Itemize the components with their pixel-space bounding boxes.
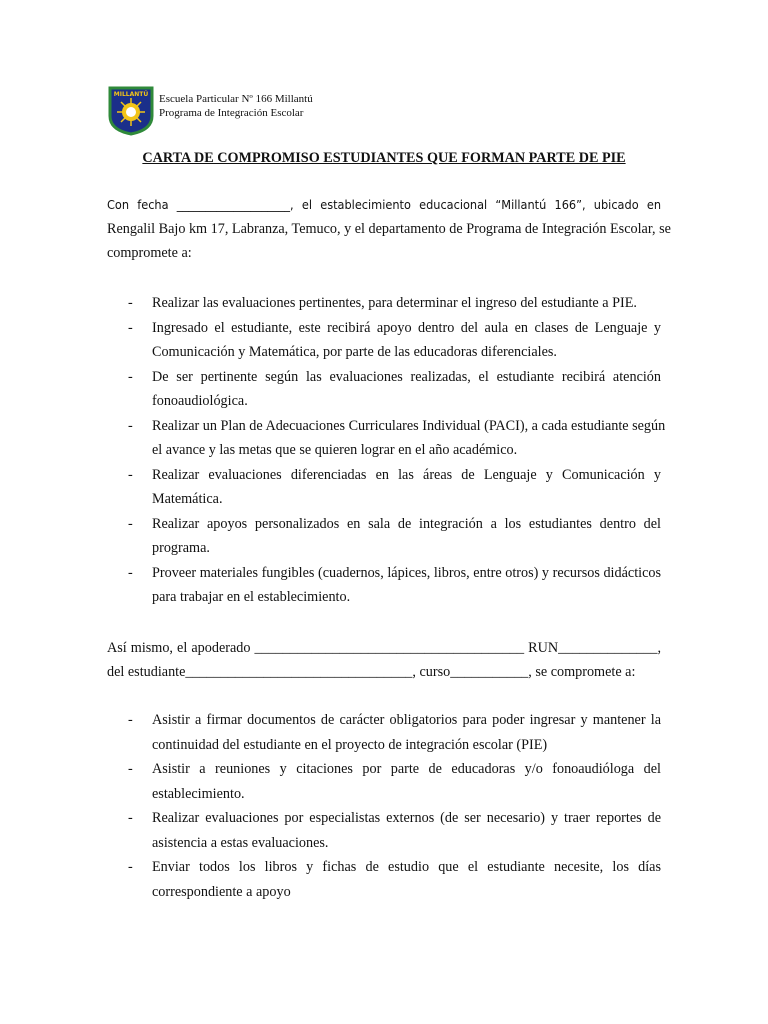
list-item-line: Enviar todos los libros y fichas de estudio que el estudiante necesite, los días bbox=[152, 859, 661, 875]
intro-line-2: Rengalil Bajo km 17, Labranza, Temuco, y el departamento de Programa de Integración Escolar, se bbox=[107, 221, 671, 237]
guardian-line-2: del estudiante________________________________, curso___________, se compromete a: bbox=[107, 664, 636, 680]
list-item-line: programa. bbox=[152, 540, 210, 556]
bullet-marker: - bbox=[128, 368, 133, 385]
list-item-line: Realizar evaluaciones diferenciadas en las áreas de Lenguaje y Comunicación y bbox=[152, 466, 661, 483]
document-title: CARTA DE COMPROMISO ESTUDIANTES QUE FORMAN PARTE DE PIE bbox=[142, 150, 626, 166]
school-logo bbox=[108, 86, 154, 136]
bullet-marker: - bbox=[128, 515, 133, 532]
bullet-marker: - bbox=[128, 319, 133, 336]
list-item-line: Asistir a firmar documentos de carácter obligatorios para poder ingresar y mantener la bbox=[152, 712, 661, 728]
list-item-line: el avance y las metas que se quieren lograr en el año académico. bbox=[152, 442, 518, 458]
bullet-marker: - bbox=[128, 761, 133, 777]
bullet-marker: - bbox=[128, 466, 133, 483]
bullet-marker: - bbox=[128, 295, 133, 311]
list-item-line: fonoaudiológica. bbox=[152, 393, 248, 409]
intro-line-3: compromete a: bbox=[107, 245, 192, 261]
list-item-line: Asistir a reuniones y citaciones por parte de educadoras y/o fonoaudióloga del bbox=[152, 761, 661, 777]
list-item-line: Realizar un Plan de Adecuaciones Curriculares Individual (PACI), a cada estudiante según bbox=[152, 417, 666, 434]
list-item-line: continuidad del estudiante en el proyecto de integración escolar (PIE) bbox=[152, 736, 548, 753]
list-item-line: asistencia a estas evaluaciones. bbox=[152, 834, 329, 851]
school-name: Escuela Particular Nº 166 Millantú bbox=[159, 93, 313, 105]
bullet-marker: - bbox=[128, 564, 133, 581]
guardian-line-1: Así mismo, el apoderado ______________________________________ RUN______________, bbox=[107, 640, 661, 656]
list-item-line: establecimiento. bbox=[152, 785, 245, 802]
bullet-marker: - bbox=[128, 712, 133, 728]
logo-text: MILLANTÚ bbox=[113, 91, 149, 98]
list-item-line: Realizar las evaluaciones pertinentes, para determinar el ingreso del estudiante a PIE. bbox=[152, 295, 637, 311]
list-item-line: Realizar evaluaciones por especialistas externos (de ser necesario) y traer reportes de bbox=[152, 810, 661, 826]
list-item-line: Matemática. bbox=[152, 491, 223, 507]
list-item-line: De ser pertinente según las evaluaciones realizadas, el estudiante recibirá atención bbox=[152, 368, 661, 385]
list-item-line: Comunicación y Matemática, por parte de las educadoras diferenciales. bbox=[152, 344, 557, 360]
list-item-line: correspondiente a apoyo bbox=[152, 883, 291, 900]
list-item-line: Proveer materiales fungibles (cuadernos, lápices, libros, entre otros) y recursos didácticos bbox=[152, 564, 661, 581]
program-name: Programa de Integración Escolar bbox=[159, 107, 304, 119]
list-item-line: Ingresado el estudiante, este recibirá apoyo dentro del aula en clases de Lenguaje y bbox=[152, 319, 661, 336]
bullet-marker: - bbox=[128, 810, 133, 826]
list-item-line: Realizar apoyos personalizados en sala de integración a los estudiantes dentro del bbox=[152, 515, 661, 532]
list-item-line: para trabajar en el establecimiento. bbox=[152, 589, 351, 605]
bullet-marker: - bbox=[128, 859, 133, 875]
intro-line-1: Con fecha ____________________, el establecimiento educacional “Millantú 166”, ubicado en bbox=[107, 197, 661, 212]
bullet-marker: - bbox=[128, 417, 133, 434]
